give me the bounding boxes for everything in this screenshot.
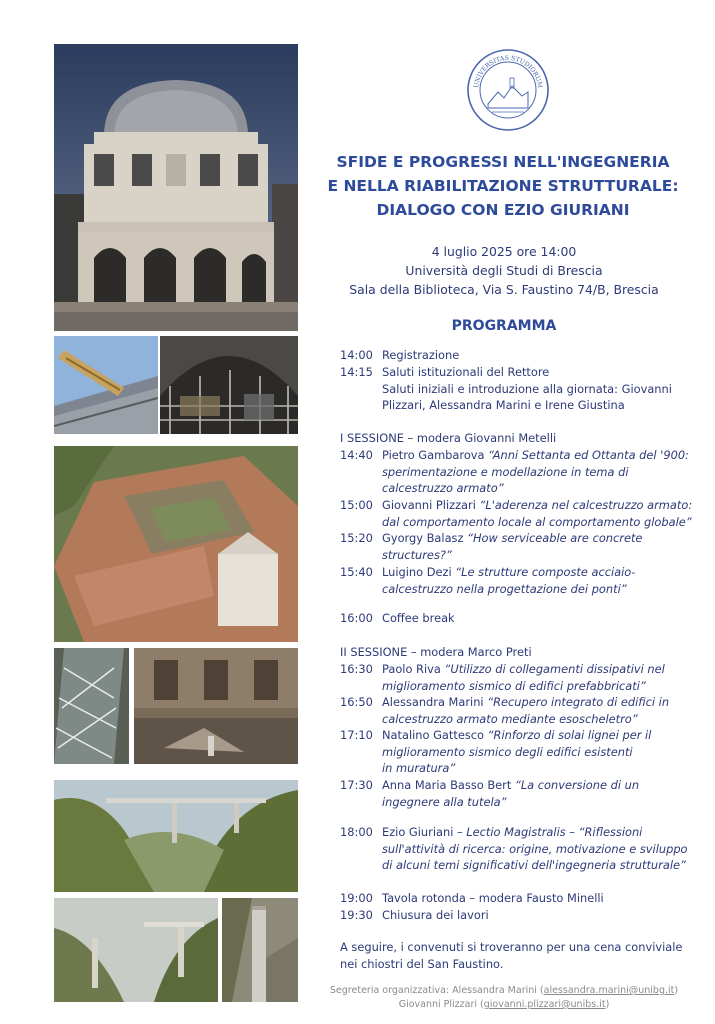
- email-link-plizzari[interactable]: giovanni.plizzari@unibs.it: [483, 999, 606, 1010]
- university-seal-icon: [466, 48, 550, 132]
- talk-title: “Le strutture composte acciaio-: [455, 565, 636, 579]
- talk-title: in muratura”: [382, 761, 456, 775]
- talk-title: miglioramento sismico degli edifici esistenti: [382, 744, 633, 759]
- talk-title: structures?”: [382, 547, 452, 562]
- talk-title: dal comportamento locale al comportamento globale”: [382, 514, 692, 529]
- talk-title: “Anni Settanta ed Ottanta del '900:: [488, 448, 689, 462]
- speaker-name: Luigino Dezi: [382, 565, 456, 579]
- footer-label: Segreteria organizzativa: Alessandra Marini (: [329, 985, 544, 996]
- footer-label: Giovanni Plizzari (: [398, 999, 484, 1010]
- item-time: 17:30: [340, 778, 373, 792]
- talk-title: di alcuni temi significativi dell'ingegneria strutturale”: [382, 858, 686, 872]
- item-time: 14:40: [340, 448, 373, 462]
- svg-text:UNIVERSITAS STUDIORUM BRIXIÆ: UNIVERSITAS STUDIORUM: [473, 54, 544, 89]
- speaker-name: Natalino Gattesco: [382, 728, 488, 742]
- item-time: 15:00: [340, 498, 373, 512]
- speaker-name: Pietro Gambarova: [382, 448, 489, 462]
- photo-loggia-palace: [54, 44, 298, 331]
- item-time: 14:15: [340, 365, 373, 379]
- item-time: 19:00: [340, 891, 373, 905]
- title-line-2: E NELLA RIABILITAZIONE STRUTTURALE:: [327, 177, 679, 195]
- talk-title: calcestruzzo nella progettazione dei ponti”: [382, 581, 627, 596]
- closing-line-2: nei chiostri del San Faustino.: [340, 957, 504, 971]
- photo-viaduct-construction: [54, 898, 218, 1002]
- footer-paren: ): [605, 999, 610, 1010]
- item-time: 18:00: [340, 825, 373, 839]
- talk-title: “Recupero integrato di edifici in: [487, 695, 670, 709]
- item-time: 15:20: [340, 531, 373, 545]
- closing-note: [340, 939, 690, 973]
- footer-paren: ): [674, 985, 679, 996]
- event-venue: Sala della Biblioteca, Via S. Faustino 74/B, Brescia: [349, 282, 659, 297]
- photo-monastery-aerial: [54, 446, 298, 642]
- photo-ruined-interior: [134, 648, 298, 764]
- item-text: Registrazione: [382, 348, 460, 362]
- email-link-marini[interactable]: alessandra.marini@unibg.it: [543, 985, 675, 996]
- title-line-3: DIALOGO CON EZIO GIURIANI: [376, 201, 630, 219]
- talk-title: “L'aderenza nel calcestruzzo armato:: [479, 498, 693, 512]
- talk-title: calcestruzzo armato mediante esoscheletro”: [382, 711, 638, 726]
- talk-title: ingegnere alla tutela”: [382, 794, 507, 809]
- talk-title: “Riflessioni: [578, 825, 643, 839]
- talk-title: sperimentazione e modellazione in tema di: [382, 464, 629, 479]
- photo-scaffolding-vault: [160, 336, 298, 434]
- speaker-name: Anna Maria Basso Bert: [382, 778, 515, 792]
- talk-title: “How serviceable are concrete: [467, 531, 643, 545]
- photo-reinforced-slab: [54, 648, 129, 764]
- event-date: 4 luglio 2025 ore 14:00: [431, 244, 577, 259]
- title-line-1: SFIDE E PROGRESSI NELL'INGEGNERIA: [336, 153, 670, 171]
- item-text: Tavola rotonda – modera Fausto Minelli: [382, 891, 604, 905]
- item-time: 16:00: [340, 611, 373, 625]
- speaker-name: Giovanni Plizzari: [382, 498, 480, 512]
- item-time: 17:10: [340, 728, 373, 742]
- speaker-name: Alessandra Marini: [382, 695, 488, 709]
- closing-line-1: A seguire, i convenuti si troveranno per una cena conviviale: [340, 940, 683, 954]
- talk-title: sull'attività di ricerca: origine, motivazione e sviluppo: [382, 841, 688, 856]
- programma-heading: PROGRAMMA: [451, 318, 557, 334]
- item-text: Saluti istituzionali del Rettore: [382, 365, 550, 379]
- footer-secretariat: [318, 984, 690, 1012]
- talk-title: miglioramento sismico di edifici prefabbricati”: [382, 678, 646, 693]
- separator: –: [565, 825, 579, 839]
- event-institution: Università degli Studi di Brescia: [405, 263, 603, 278]
- talk-title: “Utilizzo di collegamenti dissipativi nel: [444, 662, 665, 676]
- talk-title: “La conversione di un: [514, 778, 640, 792]
- item-text: Plizzari, Alessandra Marini e Irene Giustina: [382, 398, 625, 412]
- item-time: 16:30: [340, 662, 373, 676]
- speaker-name: Ezio Giuriani –: [382, 825, 467, 839]
- item-text: Chiusura dei lavori: [382, 908, 489, 922]
- session-2-heading: II SESSIONE – modera Marco Preti: [340, 645, 532, 659]
- photo-roof-repair-truss: [54, 336, 158, 434]
- session-1-heading: I SESSIONE – modera Giovanni Metelli: [340, 431, 557, 445]
- item-text: Coffee break: [382, 611, 455, 625]
- photo-concrete-pier: [222, 898, 298, 1002]
- talk-title: “Rinforzo di solai lignei per il: [487, 728, 652, 742]
- item-text: Saluti iniziali e introduzione alla giornata: Giovanni: [382, 381, 672, 396]
- speaker-name: Gyorgy Balasz: [382, 531, 468, 545]
- speaker-name: Paolo Riva: [382, 662, 445, 676]
- item-time: 15:40: [340, 565, 373, 579]
- photo-viaduct-valley: [54, 780, 298, 892]
- event-info: [318, 242, 690, 299]
- event-title: [318, 150, 688, 222]
- lectio-label: Lectio Magistralis: [466, 825, 566, 839]
- item-time: 16:50: [340, 695, 373, 709]
- item-time: 14:00: [340, 348, 373, 362]
- university-seal-logo: [466, 48, 550, 132]
- talk-title: calcestruzzo armato”: [382, 481, 504, 495]
- item-time: 19:30: [340, 908, 373, 922]
